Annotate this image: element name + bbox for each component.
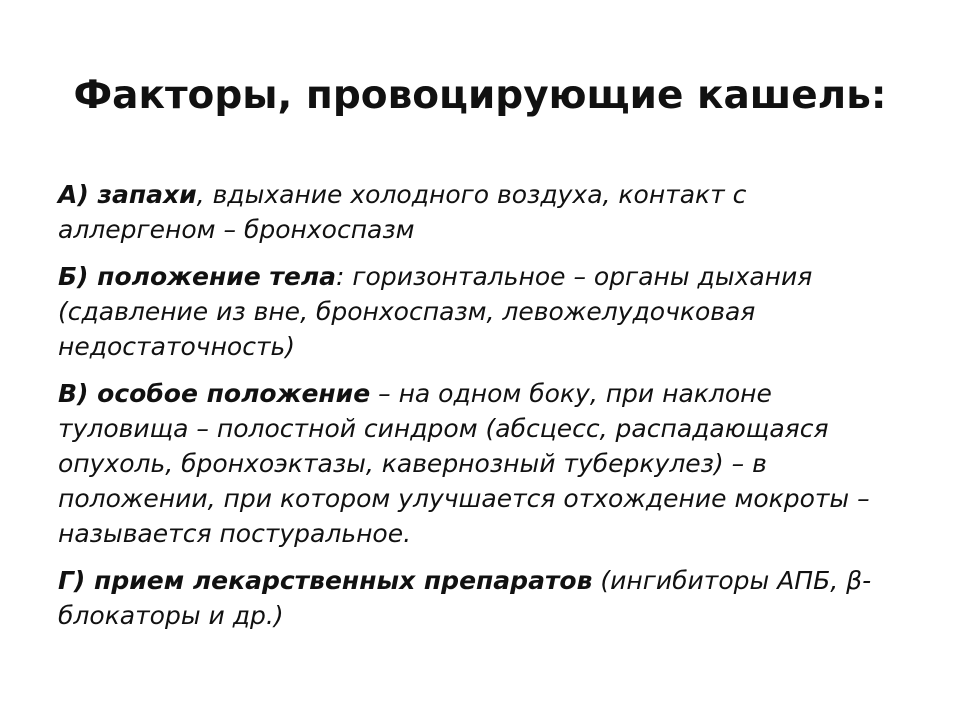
factor-lead-a: А) запахи — [58, 180, 197, 209]
factor-item-d — [58, 563, 908, 633]
factor-text-c: – на одном боку, при наклоне туловища – полостной синдром (абсцесс, распадающаяся опухоль, бронхоэктазы, кавернозный туберкулез) – в положении, при котором улучшается отхождение мокроты – называется постуральное. — [58, 379, 870, 548]
factor-item-b — [58, 259, 908, 364]
slide-title: Факторы, провоцирующие кашель: — [73, 73, 887, 118]
factor-item-c — [58, 376, 908, 551]
factor-lead-c: В) особое положение — [58, 379, 371, 408]
factor-lead-b: Б) положение тела — [58, 262, 337, 291]
factor-lead-d: Г) прием лекарственных препаратов — [58, 566, 593, 595]
factors-list — [58, 177, 908, 645]
factor-text-a: , вдыхание холодного воздуха, контакт с аллергеном – бронхоспазм — [58, 180, 747, 244]
factor-text-b: : горизонтальное – органы дыхания (сдавление из вне, бронхоспазм, левожелудочковая недостаточность) — [58, 262, 813, 361]
factor-text-d: (ингибиторы АПБ, β-блокаторы и др.) — [58, 566, 872, 630]
factor-item-a — [58, 177, 908, 247]
